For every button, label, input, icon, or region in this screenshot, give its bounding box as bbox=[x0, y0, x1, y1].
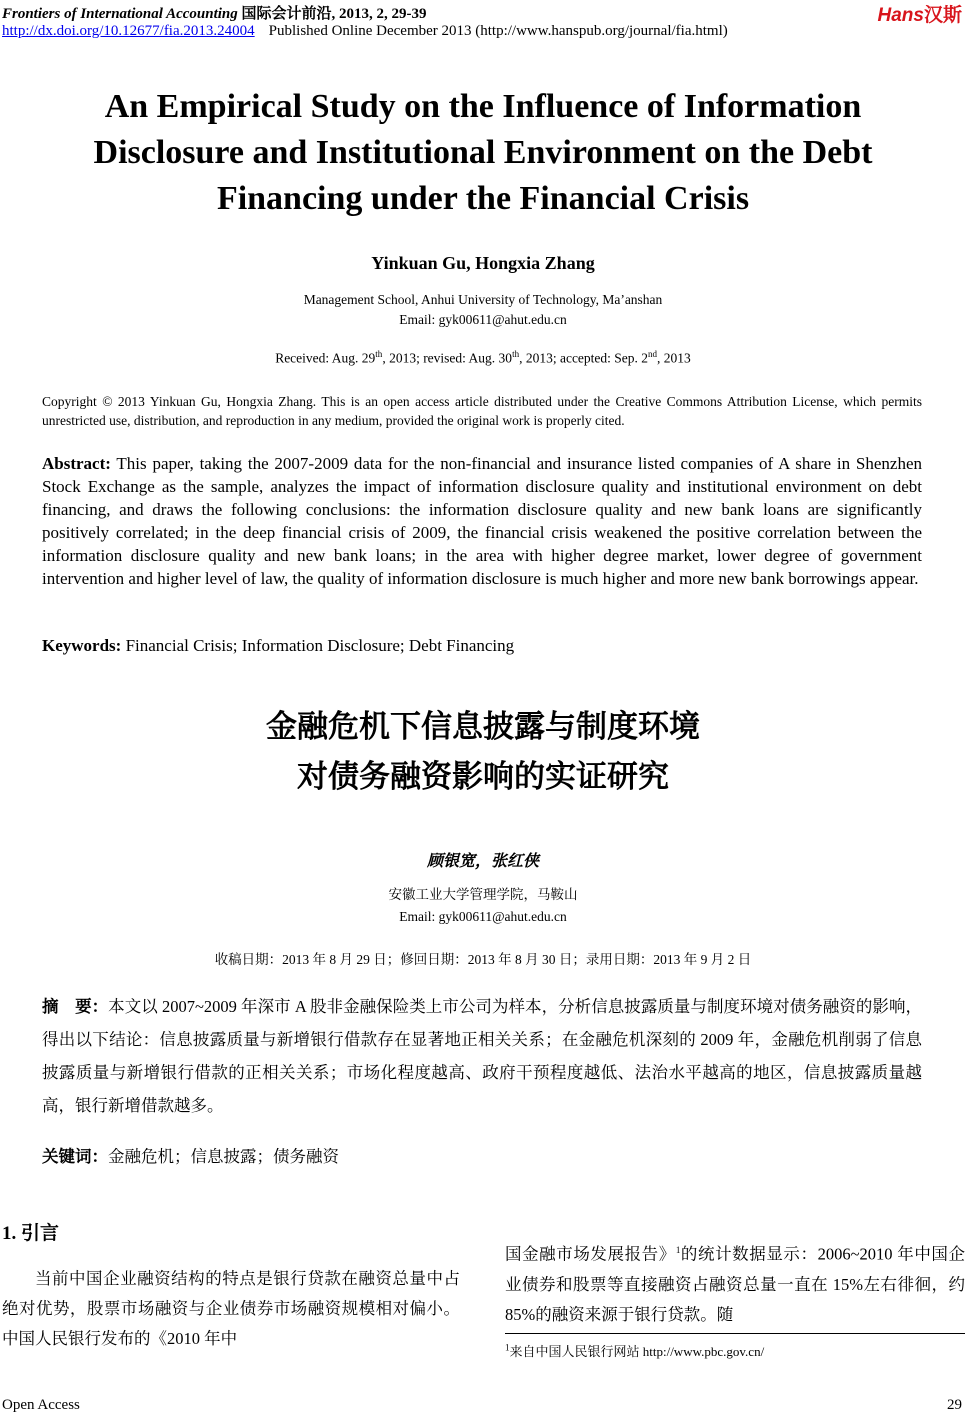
affiliation: Management School, Anhui University of Technology, Ma’anshan bbox=[303, 292, 663, 307]
cn-authors: 顾银宽，张红侠 bbox=[426, 853, 539, 870]
journal-name: Frontiers of International Accounting bbox=[2, 6, 238, 22]
hans-logo bbox=[878, 0, 962, 27]
cn-title-line: 金融危机下信息披露与制度环境 bbox=[266, 709, 700, 745]
section-heading: 1. 引言 bbox=[2, 1223, 60, 1244]
authors: Yinkuan Gu, Hongxia Zhang bbox=[371, 253, 595, 273]
journal-citation: 国际会计前沿, 2013, 2, 29-39 bbox=[241, 6, 427, 22]
doi-line bbox=[2, 23, 728, 40]
footnote-ref[interactable]: 1 bbox=[675, 1245, 681, 1255]
cn-abstract-label: 摘 要： bbox=[42, 997, 109, 1016]
page-number: 29 bbox=[947, 1397, 962, 1413]
paper-title: An Empirical Study on the Influence of Information Disclosure and Institutional Environment on the Debt Financing under the Financial Crisis bbox=[93, 88, 873, 217]
cn-abstract-text: 本文以 2007~2009 年深市 A 股非金融保险类上市公司为样本，分析信息披露质量与制度环境对债务融资的影响，得出以下结论：信息披露质量与新增银行借款存在显著地正相关关系；在金融危机深刻的 2009 年，金融危机削弱了信息披露质量与新增银行借款的正相关关系；市场化程度越高、政府干预程度越低、法治水平越高的地区，信息披露质量越高，银行新增借款越多。 bbox=[42, 997, 923, 1115]
email: Email: gyk00611@ahut.edu.cn bbox=[399, 312, 567, 327]
left-column-text: 当前中国企业融资结构的特点是银行贷款在融资总量中占绝对优势，股票市场融资与企业债券市场融资规模相对偏小。中国人民银行发布的《2010 年中 bbox=[2, 1269, 460, 1348]
cn-title-line: 对债务融资影响的实证研究 bbox=[297, 759, 669, 795]
cn-email: Email: gyk00611@ahut.edu.cn bbox=[399, 909, 567, 924]
keywords-text: Financial Crisis; Information Disclosure; Debt Financing bbox=[121, 636, 515, 655]
cn-affiliation-block bbox=[0, 884, 966, 928]
abstract-text: This paper, taking the 2007-2009 data for the non-financial and insurance listed companies of A share in Shenzhen Stock Exchange as the sample, analyzes the impact of information disclosure quality and institutional environment on debt financing, and draws the following conclusions: the information disclosure quality and new bank loans are significantly positively correlated; in the deep financial crisis of 2009, the financial crisis weakened the positive correlation between the information disclosure quality and new bank loans; in the area with higher degree market, lower degree of government intervention and higher level of law, the quality of information disclosure is much higher and more new bank borrowings appear. bbox=[42, 454, 922, 588]
right-column-text: 国金融市场发展报告》$^1$的统计数据显示：2006~2010 年中国企业债券和股票等直接融资占融资总量一直在 15%左右徘徊，约 85%的融资来源于银行贷款。随 bbox=[505, 1244, 965, 1324]
cn-keywords-label: 关键词： bbox=[42, 1147, 108, 1166]
footer-open-access: Open Access bbox=[2, 1397, 80, 1413]
cn-keywords bbox=[42, 1143, 339, 1167]
affiliation-block bbox=[0, 290, 966, 330]
footnote: $^1$来自中国人民银行网站 http://www.pbc.gov.cn/ bbox=[505, 1342, 765, 1359]
cn-affiliation: 安徽工业大学管理学院，马鞍山 bbox=[388, 887, 578, 902]
logo-en: Hans bbox=[877, 5, 924, 26]
footnote-divider bbox=[505, 1333, 965, 1334]
received-dates: Received: Aug. 29th, 2013; revised: Aug. 30th, 2013; accepted: Sep. 2nd, 2013 bbox=[275, 349, 691, 366]
cn-dates: 收稿日期：2013 年 8 月 29 日；修回日期：2013 年 8 月 30 日；录用日期：2013 年 9 月 2 日 bbox=[214, 952, 752, 967]
cn-title bbox=[0, 702, 966, 802]
logo-cn: 汉斯 bbox=[923, 5, 962, 26]
abstract bbox=[42, 452, 922, 590]
doi-link[interactable]: http://dx.doi.org/10.12677/fia.2013.24004 bbox=[2, 23, 255, 39]
keywords bbox=[42, 636, 514, 656]
keywords-label: Keywords: bbox=[42, 636, 122, 655]
journal-header bbox=[2, 2, 427, 23]
cn-keywords-text: 金融危机；信息披露；债务融资 bbox=[108, 1147, 339, 1166]
cn-abstract bbox=[42, 990, 922, 1122]
copyright-notice: Copyright © 2013 Yinkuan Gu, Hongxia Zhang. This is an open access article distributed under the Creative Commons Attribution License, which permits unrestricted use, distribution, and reproduction in any medium, provided the original work is properly cited. bbox=[42, 394, 922, 428]
abstract-label: Abstract: bbox=[42, 454, 111, 473]
published-info: Published Online December 2013 (http://www.hanspub.org/journal/fia.html) bbox=[268, 23, 728, 39]
